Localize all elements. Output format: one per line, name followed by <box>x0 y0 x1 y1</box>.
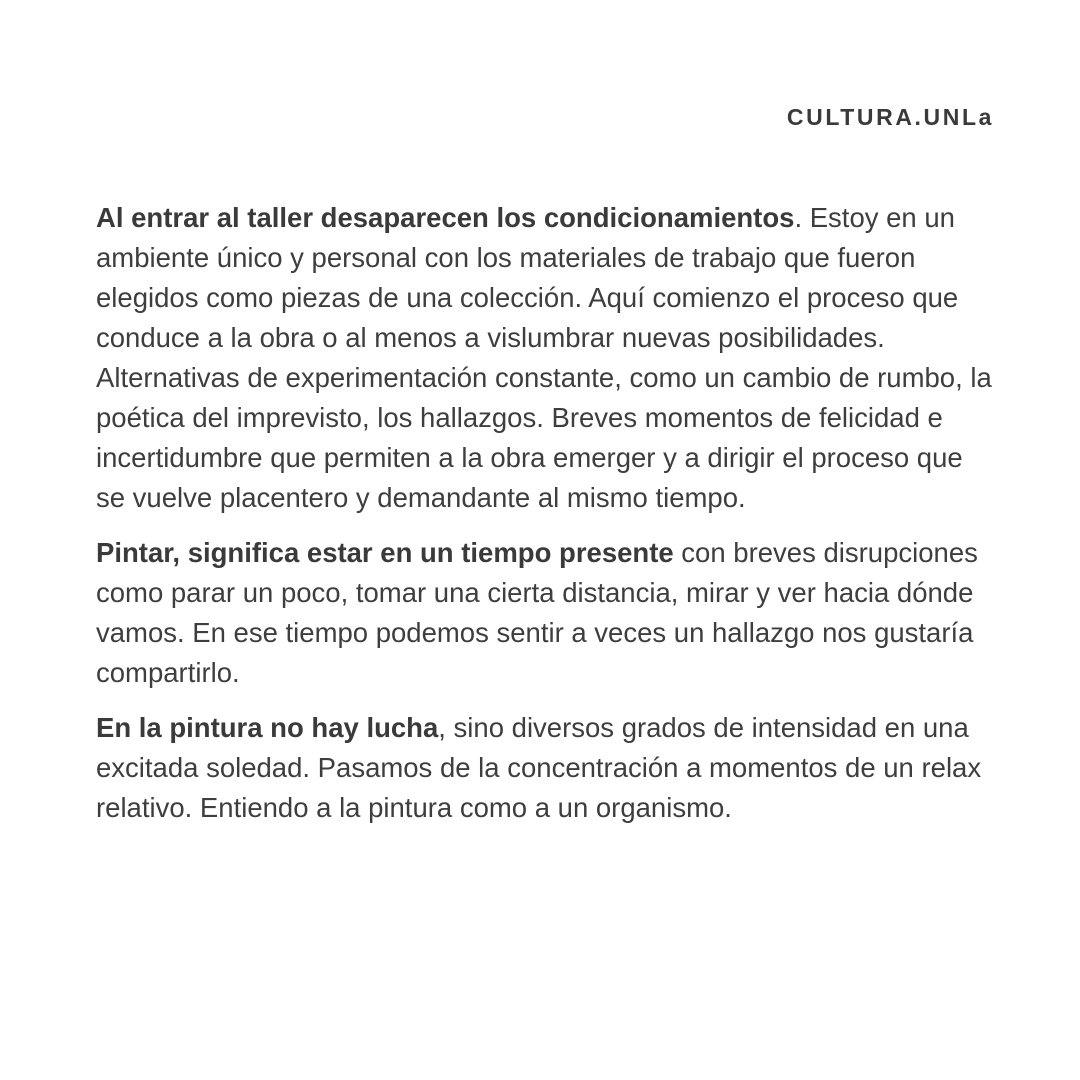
paragraph-1-text: . Estoy en un ambiente único y personal con los materiales de trabajo que fueron elegidos como piezas de una colección. Aquí comienzo el proceso que conduce a la obra o al menos a vislumbrar nuevas posibilidades. Alternativas de experimentación constante, como un cambio de rumbo, la poética del imprevisto, los hallazgos. Breves momentos de felicidad e incertidumbre que permiten a la obra emerger y a dirigir el proceso que se vuelve placentero y demandante al mismo tiempo. <box>96 202 992 513</box>
paragraph-1 <box>96 198 996 518</box>
article-body <box>96 198 996 843</box>
paragraph-1-highlight: Al entrar al taller desaparecen los condicionamientos <box>96 202 795 233</box>
paragraph-3 <box>96 708 996 828</box>
paragraph-3-highlight: En la pintura no hay lucha <box>96 712 439 743</box>
paragraph-2-highlight: Pintar, significa estar en un tiempo presente <box>96 537 674 568</box>
paragraph-2 <box>96 533 996 693</box>
paragraph-2-text: con breves disrupciones como parar un poco, tomar una cierta distancia, mirar y ver hacia dónde vamos. En ese tiempo podemos sentir a veces un hallazgo nos gustaría compartirlo. <box>96 537 978 688</box>
brand-logo: CULTURA.UNLa <box>786 104 994 130</box>
paragraph-3-text: , sino diversos grados de intensidad en una excitada soledad. Pasamos de la concentración a momentos de un relax relativo. Entiendo a la pintura como a un organismo. <box>96 712 982 823</box>
